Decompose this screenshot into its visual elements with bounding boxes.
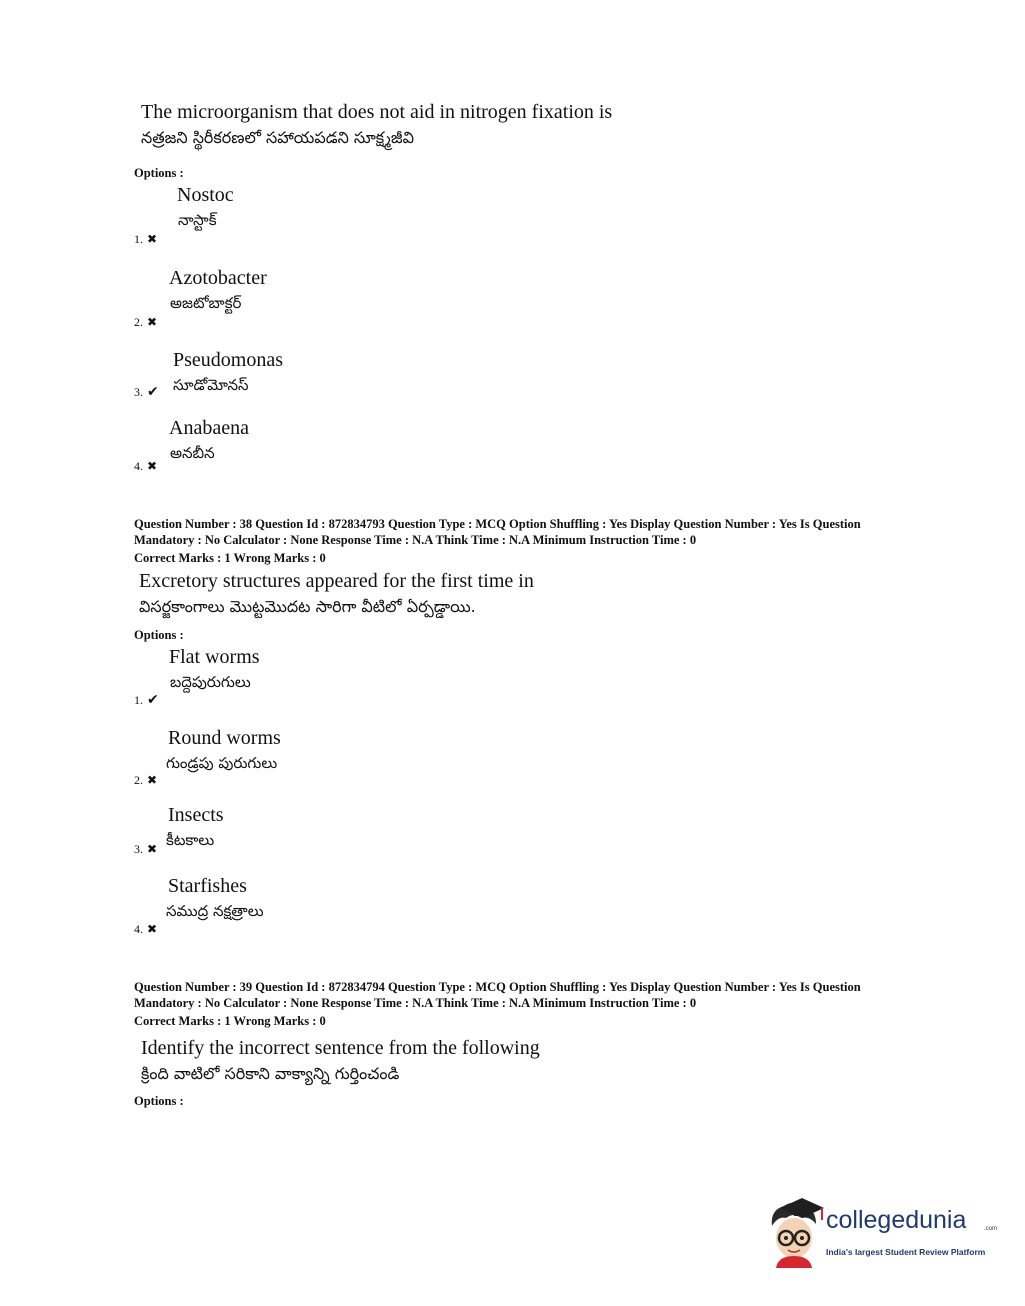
option-number: 4. xyxy=(134,459,143,473)
wrong-mark-icon: ✖ xyxy=(147,842,158,856)
correct-check-icon: ✔ xyxy=(147,384,159,400)
q38-option-4-te: సముద్ర నక్షత్రాలు xyxy=(166,902,264,920)
q39-marks: Correct Marks : 1 Wrong Marks : 0 xyxy=(134,1014,326,1028)
q37-option-3-te: సూడోమోనస్ xyxy=(173,376,249,394)
q37-option-2-te: అజటోబాక్టర్ xyxy=(170,294,242,312)
q38-option-1-en: Flat worms xyxy=(169,646,260,668)
correct-check-icon: ✔ xyxy=(147,692,159,708)
q39-options-label: Options : xyxy=(134,1094,184,1108)
q37-option-4-en: Anabaena xyxy=(169,417,249,439)
q38-option-3-te: కీటకాలు xyxy=(166,831,215,849)
q38-options-label: Options : xyxy=(134,628,184,642)
q37-option-4-te: అనబీన xyxy=(170,444,215,462)
q38-option-1-marker xyxy=(134,691,159,709)
q39-question-en: Identify the incorrect sentence from the following xyxy=(141,1037,540,1059)
q37-option-4-marker xyxy=(134,457,157,475)
q37-question-en: The microorganism that does not aid in nitrogen fixation is xyxy=(141,101,613,123)
logo-tagline: India's largest Student Review Platform xyxy=(826,1247,986,1257)
wrong-mark-icon: ✖ xyxy=(147,773,158,787)
q37-option-2-marker xyxy=(134,313,157,331)
option-number: 3. xyxy=(134,385,143,399)
q38-option-3-en: Insects xyxy=(168,804,224,826)
q38-option-4-marker xyxy=(134,920,157,938)
q38-option-3-marker xyxy=(134,840,157,858)
wrong-mark-icon: ✖ xyxy=(147,232,158,246)
q38-option-2-en: Round worms xyxy=(168,727,281,749)
q38-question-en: Excretory structures appeared for the first time in xyxy=(139,570,534,592)
option-number: 4. xyxy=(134,922,143,936)
mascot-icon xyxy=(766,1196,826,1268)
option-number: 1. xyxy=(134,232,143,246)
q37-option-1-en: Nostoc xyxy=(177,184,234,206)
option-number: 1. xyxy=(134,693,143,707)
wrong-mark-icon: ✖ xyxy=(147,459,158,473)
q38-option-2-marker xyxy=(134,771,157,789)
wrong-mark-icon: ✖ xyxy=(147,922,158,936)
q37-option-1-te: నాస్టాక్ xyxy=(178,211,217,229)
q37-option-2-en: Azotobacter xyxy=(169,267,267,289)
option-number: 2. xyxy=(134,773,143,787)
q38-option-1-te: బద్దెపురుగులు xyxy=(170,673,251,691)
wrong-mark-icon: ✖ xyxy=(147,315,158,329)
q37-option-3-marker xyxy=(134,383,159,401)
q37-option-3-en: Pseudomonas xyxy=(173,349,283,371)
q39-question-te: క్రింది వాటిలో సరికాని వాక్యాన్ని గుర్తించండి xyxy=(141,1064,400,1083)
q38-meta: Question Number : 38 Question Id : 872834793 Question Type : MCQ Option Shuffling : Yes Display Question Number : Yes Is Question Mandatory : No Calculator : None Response Time : N.A Think Time : N.A Minimum Instruction Time : 0 xyxy=(134,517,861,547)
logo-dotcom: .com xyxy=(984,1226,998,1232)
option-number: 3. xyxy=(134,842,143,856)
q38-question-te: విసర్జకాంగాలు మొట్టమొదట సారిగా వీటిలో ఏర్పడ్డాయి. xyxy=(139,597,476,616)
q37-question-te: నత్రజని స్థిరీకరణలో సహాయపడని సూక్ష్మజీవి xyxy=(141,128,414,147)
q38-option-4-en: Starfishes xyxy=(168,875,247,897)
q39-meta: Question Number : 39 Question Id : 872834794 Question Type : MCQ Option Shuffling : Yes Display Question Number : Yes Is Question Mandatory : No Calculator : None Response Time : N.A Think Time : N.A Minimum Instruction Time : 0 xyxy=(134,980,861,1010)
q37-options-label: Options : xyxy=(134,166,184,180)
q37-option-1-marker xyxy=(134,230,157,248)
q38-option-2-te: గుండ్రపు పురుగులు xyxy=(166,754,278,772)
q38-marks: Correct Marks : 1 Wrong Marks : 0 xyxy=(134,551,326,565)
option-number: 2. xyxy=(134,315,143,329)
collegedunia-logo xyxy=(766,1196,996,1268)
logo-wordmark: collegedunia xyxy=(826,1206,967,1234)
